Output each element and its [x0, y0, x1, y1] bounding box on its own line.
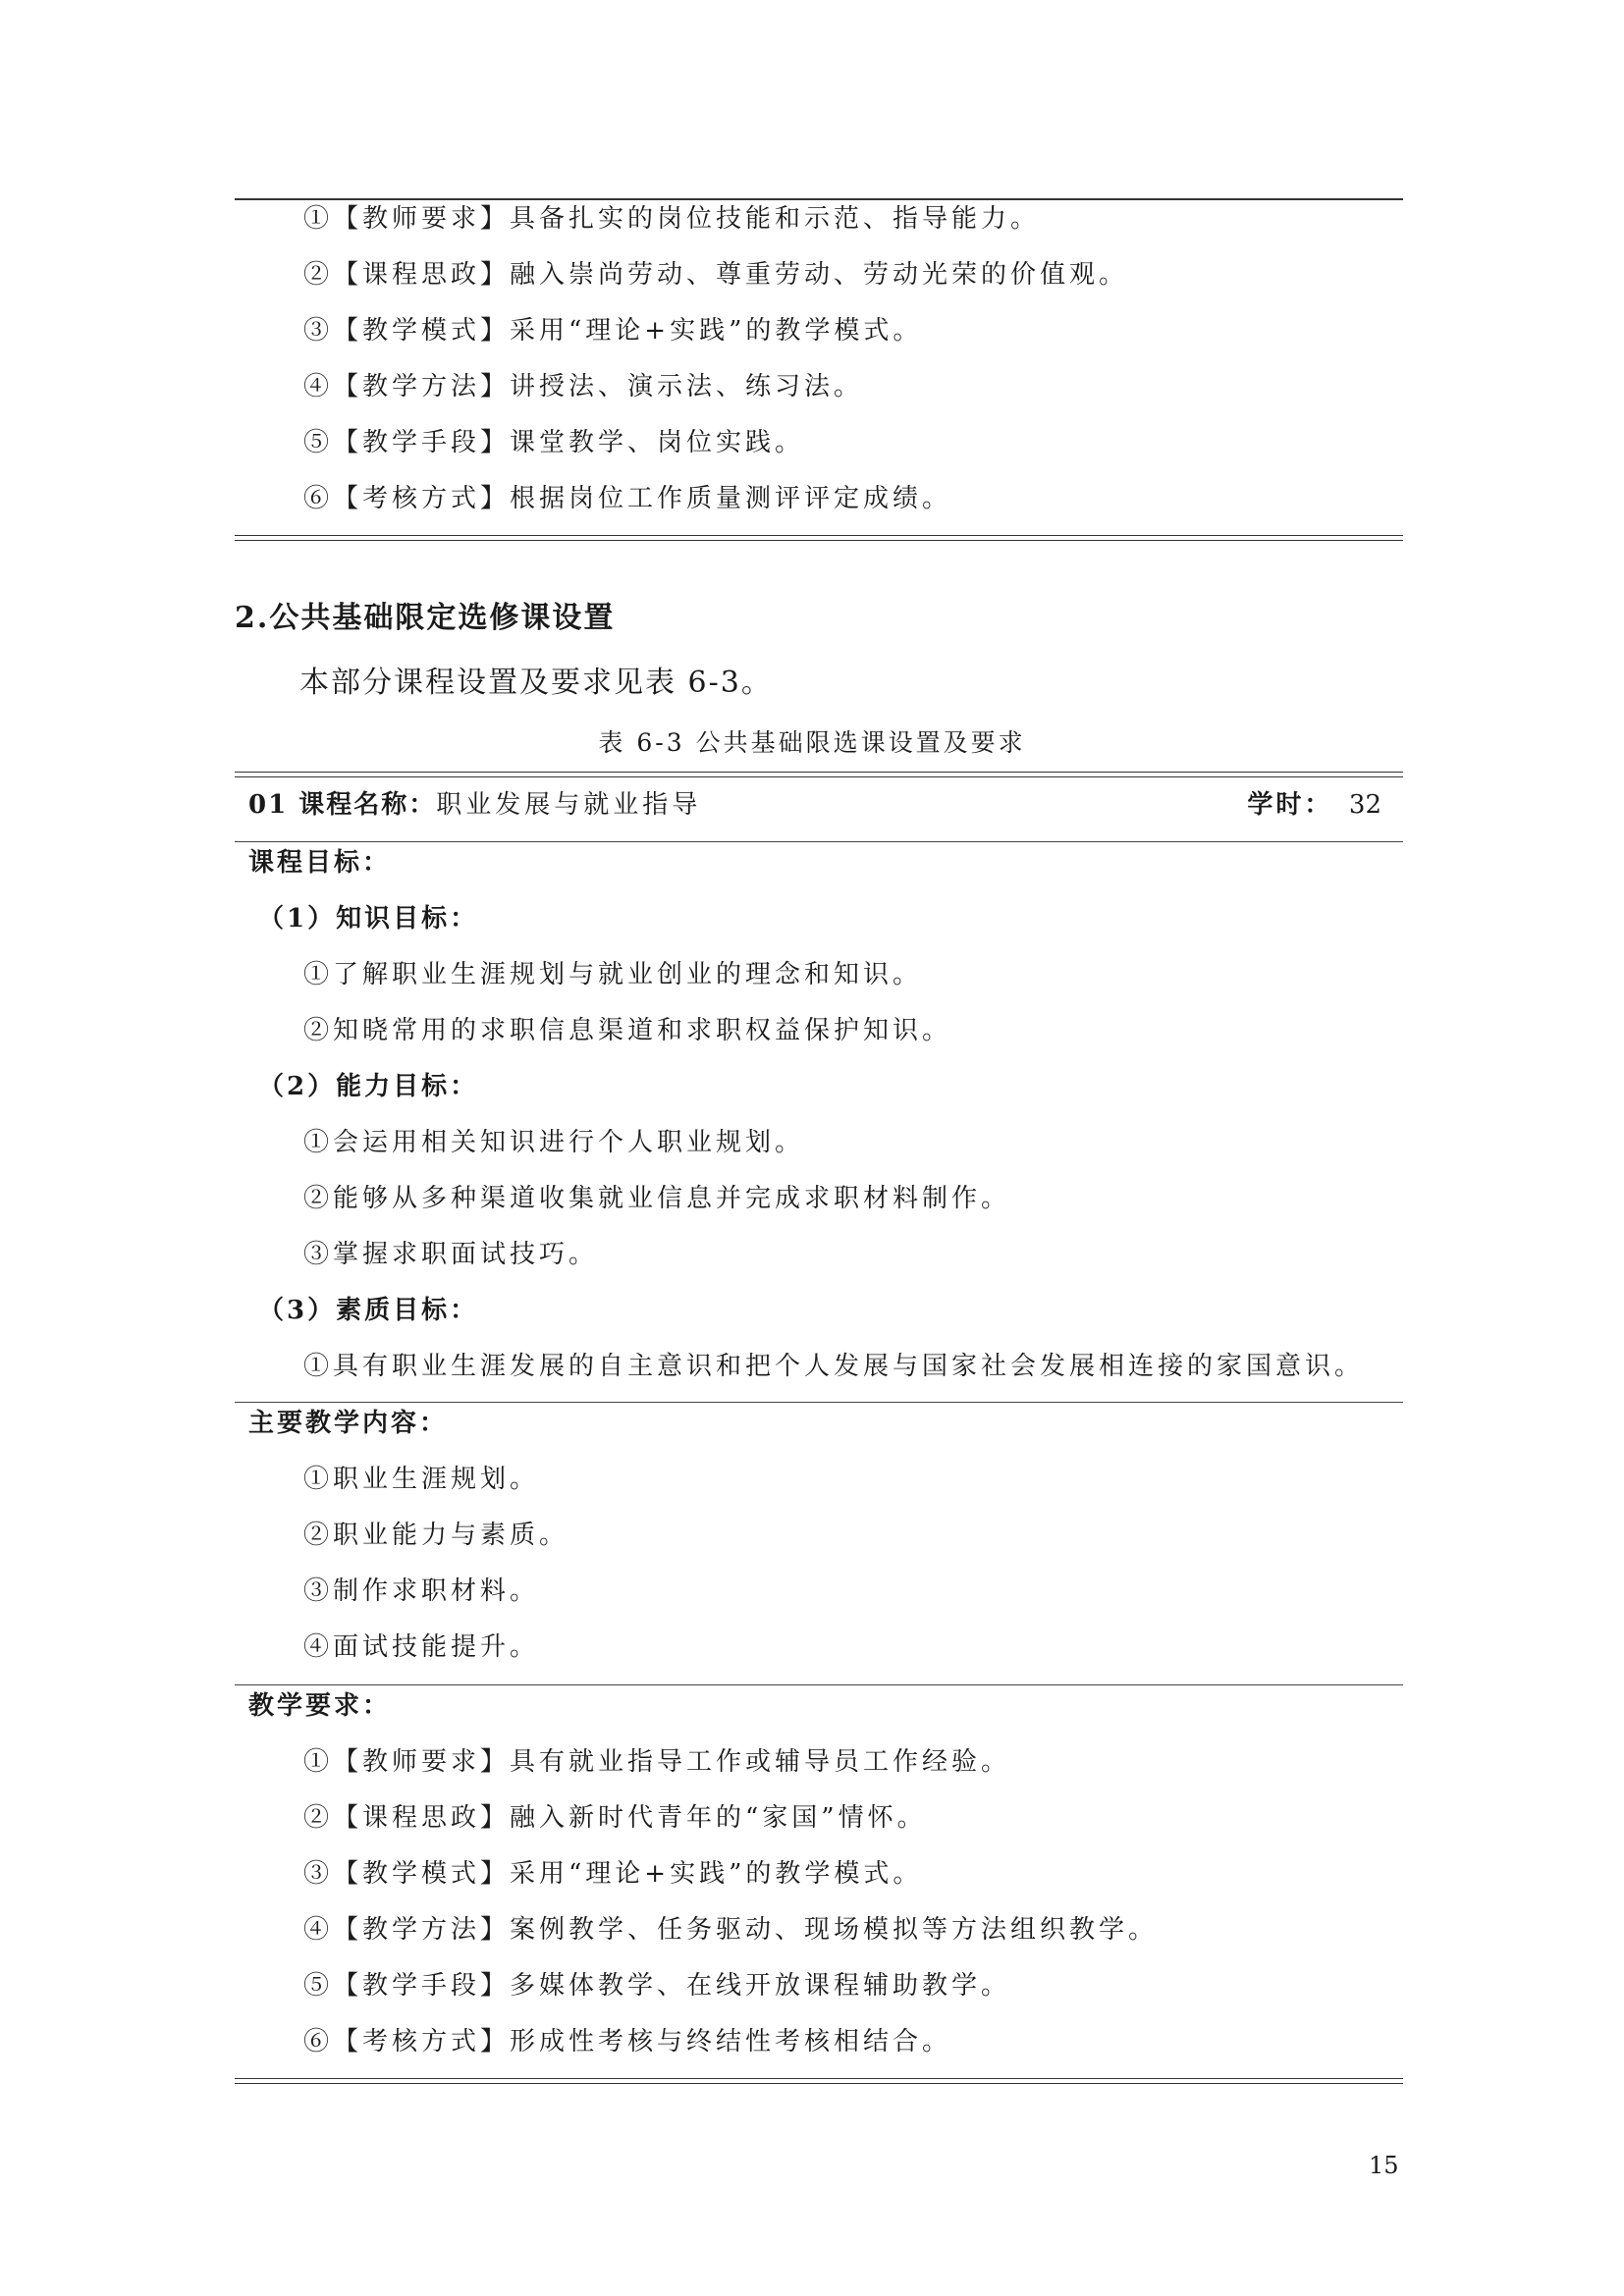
knowledge-heading: （1）知识目标：	[258, 904, 479, 934]
list-item: ①会运用相关知识进行个人职业规划。	[303, 1128, 805, 1157]
list-item: ①【教师要求】具备扎实的岗位技能和示范、指导能力。	[303, 204, 1041, 234]
quality-heading: （3）素质目标：	[258, 1296, 479, 1325]
list-item: ⑥【考核方式】根据岗位工作质量测评评定成绩。	[303, 484, 952, 513]
list-item: ⑤【教学手段】多媒体教学、在线开放课程辅助教学。	[303, 1971, 1011, 2001]
table-caption: 表 6-3 公共基础限选课设置及要求	[598, 728, 1026, 757]
row-divider	[235, 1402, 1403, 1403]
content-heading: 主要教学内容：	[248, 1409, 449, 1438]
course-hours	[1247, 788, 1381, 822]
hours-label: 学时：	[1247, 790, 1333, 820]
course-name-row	[248, 788, 1403, 822]
list-item: ①【教师要求】具有就业指导工作或辅导员工作经验。	[303, 1747, 1011, 1777]
course-header-row	[235, 788, 1403, 828]
ability-heading: （2）能力目标：	[258, 1072, 479, 1101]
section-intro: 本部分课程设置及要求见表 6-3。	[299, 666, 773, 700]
list-item: ⑤【教学手段】课堂教学、岗位实践。	[303, 428, 805, 457]
list-item: ④【教学方法】讲授法、演示法、练习法。	[303, 372, 864, 401]
course-requirements-cell	[235, 1687, 1403, 2060]
top-table-bottom-rule	[235, 535, 1403, 541]
list-item: ⑥【考核方式】形成性考核与终结性考核相结合。	[303, 2027, 952, 2056]
list-item: ③掌握求职面试技巧。	[303, 1240, 599, 1269]
list-item: ①职业生涯规划。	[303, 1465, 540, 1494]
page-number: 15	[1369, 2152, 1399, 2179]
goals-heading: 课程目标：	[248, 848, 392, 878]
course-goals-cell	[235, 844, 1403, 1394]
list-item: ③制作求职材料。	[303, 1576, 540, 1606]
top-requirements-list	[235, 202, 1403, 536]
requirements-heading: 教学要求：	[248, 1691, 392, 1721]
course-content-cell	[235, 1405, 1403, 1680]
course-table-top-rule	[235, 772, 1403, 777]
list-item: ①了解职业生涯规划与就业创业的理念和知识。	[303, 960, 923, 989]
list-item: ①具有职业生涯发展的自主意识和把个人发展与国家社会发展相连接的家国意识。	[303, 1352, 1365, 1381]
course-name-label: 01 课程名称：	[248, 790, 437, 820]
list-item: ②能够从多种渠道收集就业信息并完成求职材料制作。	[303, 1184, 1011, 1213]
list-item: ②职业能力与素质。	[303, 1521, 569, 1550]
row-divider	[235, 841, 1403, 842]
list-item: ②【课程思政】融入新时代青年的“家国”情怀。	[303, 1803, 927, 1833]
list-item: ④【教学方法】案例教学、任务驱动、现场模拟等方法组织教学。	[303, 1915, 1159, 1945]
list-item: ④面试技能提升。	[303, 1632, 540, 1662]
course-name: 职业发展与就业指导	[436, 790, 702, 820]
list-item: ③【教学模式】采用“理论+实践”的教学模式。	[303, 316, 923, 346]
list-item: ②知晓常用的求职信息渠道和求职权益保护知识。	[303, 1016, 952, 1045]
section-title: 2.公共基础限定选修课设置	[235, 601, 616, 635]
list-item: ③【教学模式】采用“理论+实践”的教学模式。	[303, 1859, 923, 1889]
hours-value: 32	[1348, 790, 1381, 820]
list-item: ②【课程思政】融入崇尚劳动、尊重劳动、劳动光荣的价值观。	[303, 260, 1129, 290]
top-table-rule	[235, 198, 1403, 200]
row-divider	[235, 1684, 1403, 1685]
course-table-bottom-rule	[235, 2078, 1403, 2084]
